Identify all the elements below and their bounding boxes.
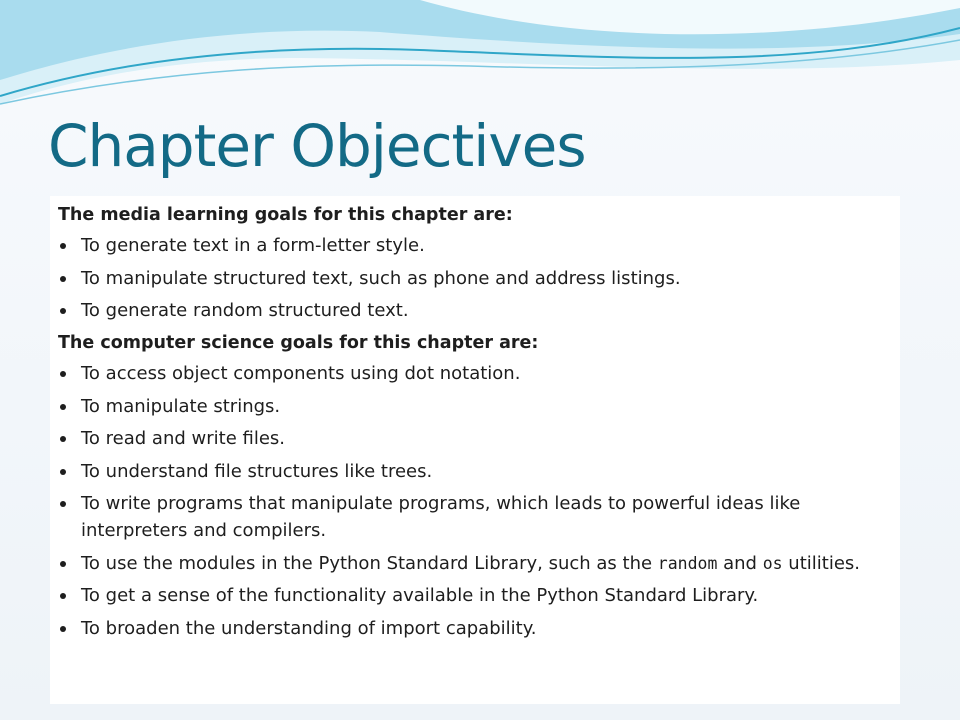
- bullet-icon: [60, 436, 66, 442]
- list-item: To read and write files.: [58, 425, 892, 452]
- list-item: To use the modules in the Python Standard Library, such as the random and os utilities.: [58, 550, 892, 577]
- list-item: To manipulate strings.: [58, 393, 892, 420]
- bullet-icon: [60, 561, 66, 567]
- cs-goals-heading: The computer science goals for this chapter are:: [58, 333, 539, 353]
- bullet-icon: [60, 243, 66, 249]
- list-item: To write programs that manipulate programs, which leads to powerful ideas like interpreters and compilers.: [58, 490, 892, 544]
- bullet-icon: [60, 371, 66, 377]
- list-item: To get a sense of the functionality available in the Python Standard Library.: [58, 582, 892, 609]
- bullet-icon: [60, 626, 66, 632]
- objectives-content: [50, 196, 900, 704]
- bullet-icon: [60, 501, 66, 507]
- code-os: os: [762, 553, 783, 573]
- bullet-icon: [60, 469, 66, 475]
- list-item: To manipulate structured text, such as phone and address listings.: [58, 265, 892, 292]
- list-item: To access object components using dot notation.: [58, 360, 892, 387]
- cs-goals-list: [58, 360, 892, 642]
- bullet-icon: [60, 593, 66, 599]
- list-item: To understand file structures like trees.: [58, 458, 892, 485]
- bullet-icon: [60, 404, 66, 410]
- media-goals-heading: The media learning goals for this chapter are:: [58, 205, 513, 225]
- list-item: To broaden the understanding of import capability.: [58, 615, 892, 642]
- slide-title: Chapter Objectives: [48, 112, 586, 180]
- list-item: To generate random structured text.: [58, 297, 892, 324]
- header-wave-decoration: [0, 0, 960, 120]
- bullet-icon: [60, 308, 66, 314]
- list-item: To generate text in a form-letter style.: [58, 232, 892, 259]
- media-goals-list: [58, 232, 892, 324]
- bullet-icon: [60, 276, 66, 282]
- code-random: random: [657, 553, 718, 573]
